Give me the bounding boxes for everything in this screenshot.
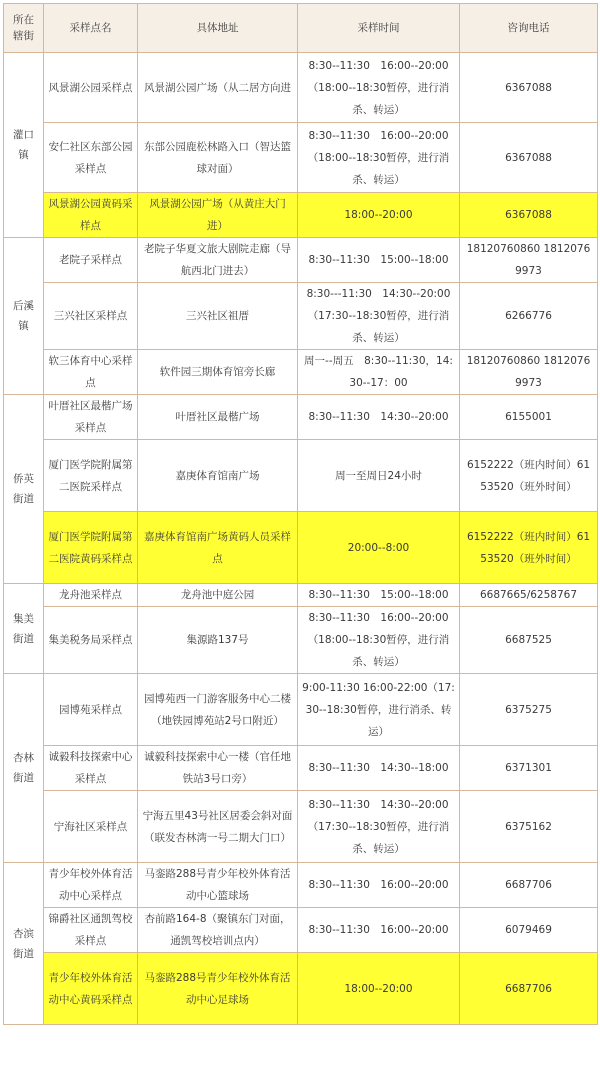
sampling-time-cell: 20:00--8:00 xyxy=(298,512,460,584)
phone-cell: 6367088 xyxy=(460,53,598,123)
address-cell: 东部公园鹿松林路入口（智达篮球对面） xyxy=(138,123,298,193)
phone-cell: 6367088 xyxy=(460,123,598,193)
sampling-time-cell: 8:30--11:30 16:00--20:00（18:00--18:30暂停，进行消杀、转运） xyxy=(298,53,460,123)
sampling-time-cell: 8:30--11:30 14:30--20:00 xyxy=(298,395,460,440)
sampling-time-cell: 8:30--11:30 16:00--20:00 xyxy=(298,908,460,953)
phone-cell: 6375162 xyxy=(460,791,598,863)
site-name-cell: 三兴社区采样点 xyxy=(44,283,138,350)
site-name-cell: 锦爵社区通凯驾校采样点 xyxy=(44,908,138,953)
table-row xyxy=(4,512,598,584)
site-name-cell: 集美税务局采样点 xyxy=(44,607,138,674)
table-row xyxy=(4,53,598,123)
address-cell: 诚毅科技探索中心一楼（官任地铁站3号口旁） xyxy=(138,746,298,791)
table-row xyxy=(4,395,598,440)
phone-cell: 6687706 xyxy=(460,953,598,1025)
sampling-time-cell: 8:30--11:30 15:00--18:00 xyxy=(298,584,460,607)
sampling-time-cell: 8:30--11:30 15:00--18:00 xyxy=(298,238,460,283)
phone-cell: 6079469 xyxy=(460,908,598,953)
phone-cell: 6367088 xyxy=(460,193,598,238)
phone-cell: 6687706 xyxy=(460,863,598,908)
site-name-cell: 安仁社区东部公园采样点 xyxy=(44,123,138,193)
sampling-time-cell: 8:30--11:30 16:00--20:00（18:00--18:30暂停，进行消杀、转运） xyxy=(298,123,460,193)
table-row xyxy=(4,674,598,746)
sampling-time-cell: 8:30--11:30 16:00--20:00 xyxy=(298,863,460,908)
site-name-cell: 厦门医学院附属第二医院黄码采样点 xyxy=(44,512,138,584)
phone-cell: 6152222（班内时间）6153520（班外时间） xyxy=(460,440,598,512)
address-cell: 马銮路288号青少年校外体育活动中心足球场 xyxy=(138,953,298,1025)
phone-cell: 6266776 xyxy=(460,283,598,350)
area-cell: 杏滨街道 xyxy=(4,863,44,1025)
site-name-cell: 风景湖公园黄码采样点 xyxy=(44,193,138,238)
address-cell: 杏前路164-8（聚镇东门对面，通凯驾校培训点内） xyxy=(138,908,298,953)
table-row xyxy=(4,791,598,863)
phone-cell: 6687665/6258767 xyxy=(460,584,598,607)
address-cell: 老院子华夏文旅大剧院走廊（导航西北门进去） xyxy=(138,238,298,283)
sampling-time-cell: 8:30--11:30 14:30--20:00（17:30--18:30暂停，进行消杀、转运） xyxy=(298,791,460,863)
site-name-cell: 叶厝社区最楷广场采样点 xyxy=(44,395,138,440)
phone-cell: 6687525 xyxy=(460,607,598,674)
address-cell: 园博苑西一门游客服务中心二楼（地铁园博苑站2号口附近） xyxy=(138,674,298,746)
site-name-cell: 软三体育中心采样点 xyxy=(44,350,138,395)
area-cell: 杏林街道 xyxy=(4,674,44,863)
table-row xyxy=(4,440,598,512)
site-name-cell: 青少年校外体育活动中心黄码采样点 xyxy=(44,953,138,1025)
phone-cell: 6152222（班内时间）6153520（班外时间） xyxy=(460,512,598,584)
table-header-row xyxy=(4,4,598,53)
table-row xyxy=(4,607,598,674)
table-row xyxy=(4,953,598,1025)
table-row xyxy=(4,238,598,283)
sampling-time-cell: 8:30---11:30 14:30--20:00（17:30--18:30暂停，进行消杀、转运） xyxy=(298,283,460,350)
site-name-cell: 风景湖公园采样点 xyxy=(44,53,138,123)
sampling-time-cell: 9:00-11:30 16:00-22:00（17:30--18:30暂停，进行消杀、转运） xyxy=(298,674,460,746)
address-cell: 三兴社区祖厝 xyxy=(138,283,298,350)
sampling-time-cell: 18:00--20:00 xyxy=(298,193,460,238)
address-cell: 宁海五里43号社区居委会斜对面（联发杏林湾一号二期大门口） xyxy=(138,791,298,863)
table-row xyxy=(4,123,598,193)
area-cell: 灌口镇 xyxy=(4,53,44,238)
table-row xyxy=(4,746,598,791)
table-row xyxy=(4,863,598,908)
table-row xyxy=(4,584,598,607)
site-name-cell: 老院子采样点 xyxy=(44,238,138,283)
area-cell: 侨英街道 xyxy=(4,395,44,584)
header-address: 具体地址 xyxy=(138,4,298,53)
address-cell: 风景湖公园广场（从黄庄大门进） xyxy=(138,193,298,238)
phone-cell: 6375275 xyxy=(460,674,598,746)
sampling-time-cell: 18:00--20:00 xyxy=(298,953,460,1025)
site-name-cell: 厦门医学院附属第二医院采样点 xyxy=(44,440,138,512)
address-cell: 软件园三期体育馆旁长廊 xyxy=(138,350,298,395)
sampling-time-cell: 周一至周日24小时 xyxy=(298,440,460,512)
site-name-cell: 宁海社区采样点 xyxy=(44,791,138,863)
phone-cell: 18120760860 18120769973 xyxy=(460,238,598,283)
site-name-cell: 龙舟池采样点 xyxy=(44,584,138,607)
address-cell: 嘉庚体育馆南广场黄码人员采样点 xyxy=(138,512,298,584)
address-cell: 马銮路288号青少年校外体育活动中心篮球场 xyxy=(138,863,298,908)
sampling-time-cell: 8:30--11:30 16:00--20:00（18:00--18:30暂停，进行消杀、转运） xyxy=(298,607,460,674)
area-cell: 后溪镇 xyxy=(4,238,44,395)
table-row xyxy=(4,283,598,350)
header-area: 所在辖街 xyxy=(4,4,44,53)
header-phone: 咨询电话 xyxy=(460,4,598,53)
table-row xyxy=(4,193,598,238)
site-name-cell: 青少年校外体育活动中心采样点 xyxy=(44,863,138,908)
phone-cell: 6371301 xyxy=(460,746,598,791)
address-cell: 风景湖公园广场（从二居方向进 xyxy=(138,53,298,123)
address-cell: 龙舟池中庭公园 xyxy=(138,584,298,607)
sampling-sites-table xyxy=(3,3,598,1025)
phone-cell: 6155001 xyxy=(460,395,598,440)
area-cell: 集美街道 xyxy=(4,584,44,674)
header-sampling-time: 采样时间 xyxy=(298,4,460,53)
phone-cell: 18120760860 18120769973 xyxy=(460,350,598,395)
site-name-cell: 园博苑采样点 xyxy=(44,674,138,746)
sampling-time-cell: 8:30--11:30 14:30--18:00 xyxy=(298,746,460,791)
table-row xyxy=(4,350,598,395)
address-cell: 集源路137号 xyxy=(138,607,298,674)
table-row xyxy=(4,908,598,953)
address-cell: 叶厝社区最楷广场 xyxy=(138,395,298,440)
address-cell: 嘉庚体育馆南广场 xyxy=(138,440,298,512)
sampling-time-cell: 周一--周五 8:30--11:30，14:30--17：00 xyxy=(298,350,460,395)
site-name-cell: 诚毅科技探索中心采样点 xyxy=(44,746,138,791)
header-site-name: 采样点名 xyxy=(44,4,138,53)
